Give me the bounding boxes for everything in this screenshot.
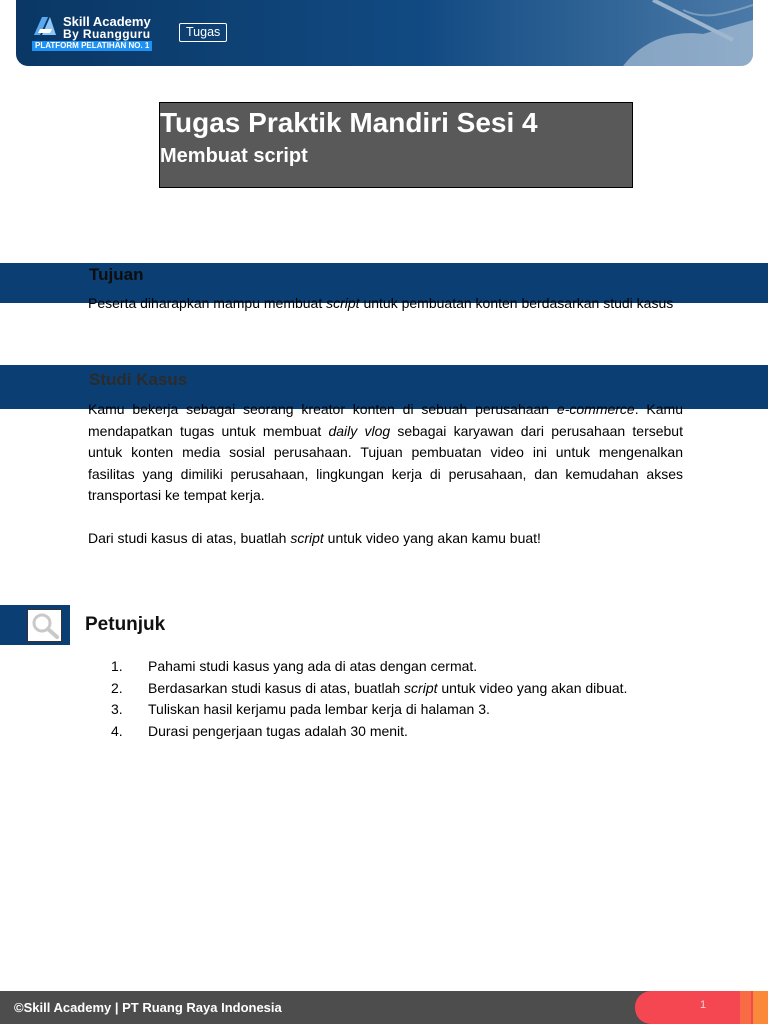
brand-tagline: PLATFORM PELATIHAN NO. 1 [32, 41, 152, 51]
petunjuk-icon-box [27, 609, 62, 642]
brand-title: Skill Academy [63, 14, 151, 29]
page-footer [0, 991, 768, 1024]
list-item: 2. Berdasarkan studi kasus di atas, buatlah script untuk video yang akan dibuat. [111, 679, 628, 696]
search-magnifier-icon [28, 610, 61, 641]
studi-kasus-paragraph: Kamu bekerja sebagai seorang kreator konten di sebuah perusahaan e-commerce. Kamu mendapatkan tugas untuk membuat daily vlog sebagai karyawan dari perusahaan tersebut untuk konten media sosial perusahaan. Tujuan pembuatan video ini untuk mengenalkan fasilitas yang dimiliki perusahaan, lingkungan kerja di perusahaan, dan kemudahan akses transportasi ke tempat kerja. [88, 401, 684, 504]
page-subtitle: Membuat script [160, 145, 308, 167]
list-item: 4. Durasi pengerjaan tugas adalah 30 menit. [111, 723, 408, 740]
list-item: 3. Tuliskan hasil kerjamu pada lembar kerja di halaman 3. [111, 701, 490, 718]
footer-copyright: ©Skill Academy | PT Ruang Raya Indonesia [14, 1000, 282, 1015]
brand-subtitle: By Ruangguru [63, 27, 151, 41]
petunjuk-list [111, 656, 627, 743]
tujuan-paragraph: Peserta diharapkan mampu membuat script untuk pembuatan konten berdasarkan studi kasus [88, 295, 674, 311]
task-badge: Tugas [179, 23, 227, 42]
page-header [16, 0, 753, 66]
hand-writing-image [583, 0, 753, 66]
studi-kasus-heading: Studi Kasus [89, 370, 188, 389]
studi-kasus-instruction: Dari studi kasus di atas, buatlah script untuk video yang akan kamu buat! [88, 530, 541, 546]
list-item: 1. Pahami studi kasus yang ada di atas dengan cermat. [111, 658, 478, 674]
petunjuk-heading: Petunjuk [85, 614, 166, 635]
page-title: Tugas Praktik Mandiri Sesi 4 [160, 107, 538, 138]
page-number: 1 [700, 999, 707, 1011]
tujuan-heading: Tujuan [89, 265, 144, 284]
title-box [159, 102, 633, 188]
logo-mark-icon [32, 15, 58, 37]
